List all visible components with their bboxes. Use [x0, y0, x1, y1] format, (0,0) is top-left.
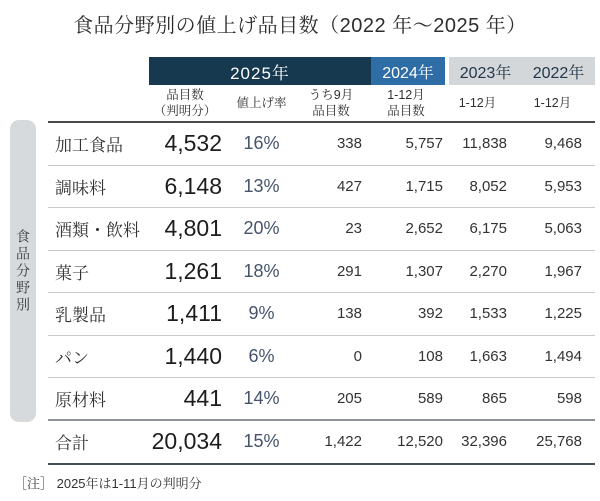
- table-row-processed-food: [48, 123, 595, 166]
- value-2022: 1,494: [544, 347, 582, 365]
- value-2023: 6,175: [469, 220, 507, 238]
- rate-value: 9%: [248, 303, 275, 324]
- column-header-2024-line2: 品目数: [387, 104, 425, 118]
- value-2023: 1,663: [469, 347, 507, 365]
- column-header-items-line1: 品目数: [166, 87, 204, 102]
- value-2023: 2,270: [469, 262, 507, 280]
- items-value: 1,261: [164, 257, 222, 284]
- value-2024: 108: [417, 347, 443, 365]
- september-value: 338: [336, 135, 362, 153]
- items-value: 1,411: [166, 300, 222, 327]
- table-row-sweets: [48, 251, 595, 294]
- value-2022: 5,063: [544, 220, 582, 238]
- year-band-2024: [371, 57, 445, 85]
- footnote: ［注］ 2025年は1-11月の判明分: [14, 476, 202, 491]
- value-2024: 392: [417, 305, 443, 323]
- column-header-items-line2: （判明分）: [153, 104, 217, 118]
- september-value: 1,422: [324, 433, 362, 451]
- rate-value: 14%: [243, 387, 280, 408]
- column-header-september-line1: うち9月: [308, 87, 354, 102]
- row-label: パン: [55, 348, 89, 368]
- column-header-2024-months: [367, 85, 445, 121]
- rate-value: 20%: [243, 218, 280, 239]
- table-row-alcohol-beverages: [48, 208, 595, 251]
- rate-value: 13%: [243, 175, 280, 196]
- column-header-2022-label: 1-12月: [533, 95, 572, 110]
- value-2023: 1,533: [469, 305, 507, 323]
- column-header-2023-months: [445, 85, 510, 121]
- column-header-rate: [228, 85, 295, 121]
- items-value: 1,440: [164, 342, 222, 369]
- table-row-total: [48, 421, 595, 464]
- table-row-raw-materials: [48, 378, 595, 421]
- row-group-label: 食品分野別: [15, 228, 31, 314]
- value-2022: 1,225: [544, 305, 582, 323]
- september-value: 23: [345, 220, 362, 238]
- value-2024: 2,652: [405, 220, 443, 238]
- value-2023: 865: [481, 389, 507, 407]
- row-group-label-pill: [10, 120, 36, 422]
- column-header-2022-months: [510, 85, 595, 121]
- september-value: 291: [336, 262, 362, 280]
- september-value: 138: [336, 305, 362, 323]
- page-title: 食品分野別の値上げ品目数（2022 年～2025 年）: [73, 15, 527, 37]
- row-label: 菓子: [55, 263, 89, 283]
- items-value: 4,532: [164, 130, 222, 157]
- row-label: 乳製品: [55, 306, 106, 326]
- items-value: 4,801: [164, 215, 222, 242]
- value-2023: 11,838: [462, 135, 507, 153]
- row-label: 合計: [55, 434, 89, 454]
- column-header-rate-label: 値上げ率: [236, 95, 287, 110]
- value-2024: 5,757: [405, 135, 443, 153]
- value-2023: 32,396: [461, 433, 507, 451]
- year-band-2024-label: 2024年: [382, 64, 434, 82]
- table-row-bread: [48, 336, 595, 379]
- rate-value: 18%: [243, 260, 280, 281]
- row-label: 加工食品: [55, 136, 123, 156]
- column-header-items: [142, 85, 228, 121]
- row-label: 調味料: [55, 178, 106, 198]
- rate-value: 6%: [248, 345, 275, 366]
- column-header-2024-line1: 1-12月: [387, 87, 425, 102]
- items-value: 20,034: [151, 428, 222, 455]
- value-2023: 8,052: [469, 177, 507, 195]
- items-value: 441: [183, 384, 222, 411]
- table-row-dairy: [48, 293, 595, 336]
- column-header-september-line2: 品目数: [312, 104, 350, 118]
- value-2024: 12,520: [397, 433, 443, 451]
- rate-value: 16%: [243, 133, 280, 154]
- column-header-2023-label: 1-12月: [458, 95, 497, 110]
- value-2022: 5,953: [544, 177, 582, 195]
- data-table: [48, 121, 595, 465]
- value-2024: 1,307: [405, 262, 443, 280]
- rate-value: 15%: [243, 431, 280, 452]
- year-band-2025-label: 2025年: [230, 63, 290, 83]
- value-2022: 9,468: [544, 135, 582, 153]
- value-2022: 1,967: [544, 262, 582, 280]
- column-header-september: [295, 85, 367, 121]
- items-value: 6,148: [164, 172, 222, 199]
- september-value: 0: [353, 347, 362, 365]
- table-row-seasoning: [48, 166, 595, 209]
- value-2024: 589: [417, 389, 443, 407]
- september-value: 427: [336, 177, 362, 195]
- year-band-2022-label: 2022年: [532, 64, 585, 82]
- value-2022: 598: [556, 389, 582, 407]
- year-band-2025: [149, 57, 371, 85]
- row-label: 原材料: [55, 390, 106, 410]
- value-2024: 1,715: [405, 177, 443, 195]
- row-label: 酒類・飲料: [55, 221, 140, 241]
- value-2022: 25,768: [536, 433, 582, 451]
- year-band-2023-label: 2023年: [459, 64, 512, 82]
- year-band-past: [449, 57, 595, 85]
- september-value: 205: [336, 389, 362, 407]
